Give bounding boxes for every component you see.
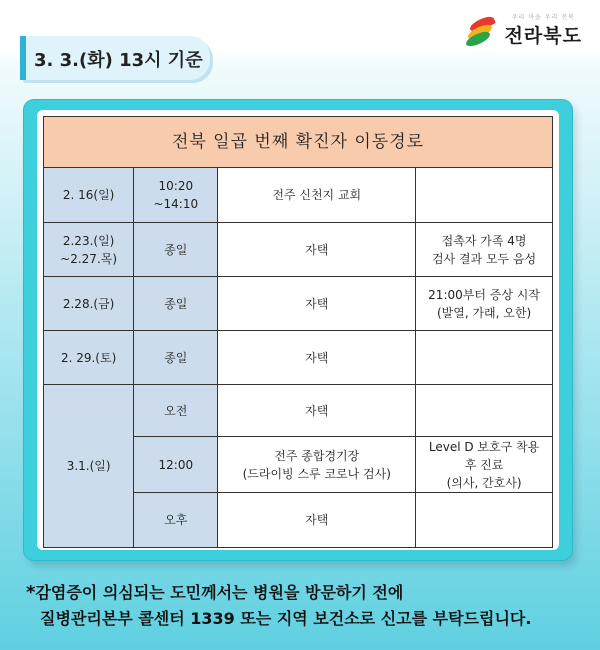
asterisk-mark: * [26, 582, 36, 603]
note-cell [416, 493, 553, 548]
place-cell: 자택 [218, 223, 416, 277]
date-cell: 2. 16(일) [44, 168, 134, 223]
note-cell [416, 168, 553, 223]
table-title-row [44, 117, 553, 168]
logo-tagline: 우리 마을 우리 전북 [511, 14, 575, 21]
note-cell [416, 385, 553, 437]
time-cell: 오전 [134, 385, 218, 437]
route-table-frame [24, 100, 572, 560]
place-cell: 자택 [218, 385, 416, 437]
jeonbuk-logo [465, 12, 582, 48]
date-cell: 2. 29.(토) [44, 331, 134, 385]
note-cell [416, 331, 553, 385]
place-cell: 자택 [218, 331, 416, 385]
time-cell: 10:20 ~14:10 [134, 168, 218, 223]
table-row [44, 223, 553, 277]
footer-line-1 [26, 580, 531, 606]
place-cell: 자택 [218, 493, 416, 548]
table-row [44, 385, 553, 437]
footer-line-1-text: 감염증이 의심되는 도민께서는 병원을 방문하기 전에 [35, 583, 404, 602]
time-cell: 종일 [134, 277, 218, 331]
table-row [44, 331, 553, 385]
route-table-panel [37, 110, 559, 550]
note-cell: 21:00부터 증상 시작 (발열, 가래, 오한) [416, 277, 553, 331]
place-cell: 전주 종합경기장 (드라이빙 스루 코로나 검사) [218, 437, 416, 493]
time-cell: 오후 [134, 493, 218, 548]
note-cell: 접촉자 가족 4명 검사 결과 모두 음성 [416, 223, 553, 277]
jeonbuk-emblem-icon [465, 13, 499, 47]
footer-notice [26, 580, 531, 632]
table-row [44, 277, 553, 331]
date-banner [20, 36, 210, 80]
place-cell: 전주 신천지 교회 [218, 168, 416, 223]
time-cell: 종일 [134, 331, 218, 385]
route-table [43, 116, 553, 548]
time-cell: 12:00 [134, 437, 218, 493]
date-banner-text: 3. 3.(화) 13시 기준 [34, 50, 203, 71]
note-cell: Level D 보호구 착용 후 진료 (의사, 간호사) [416, 437, 553, 493]
time-cell: 종일 [134, 223, 218, 277]
date-cell: 3.1.(일) [44, 385, 134, 548]
table-title: 전북 일곱 번째 확진자 이동경로 [44, 117, 553, 168]
date-cell: 2.23.(일) ~2.27.목) [44, 223, 134, 277]
date-cell: 2.28.(금) [44, 277, 134, 331]
logo-name: 전라북도 [504, 25, 582, 47]
banner-accent-bar [20, 36, 26, 80]
place-cell: 자택 [218, 277, 416, 331]
footer-line-2: 질병관리본부 콜센터 1339 또는 지역 보건소로 신고를 부탁드립니다. [40, 609, 532, 628]
table-row [44, 168, 553, 223]
